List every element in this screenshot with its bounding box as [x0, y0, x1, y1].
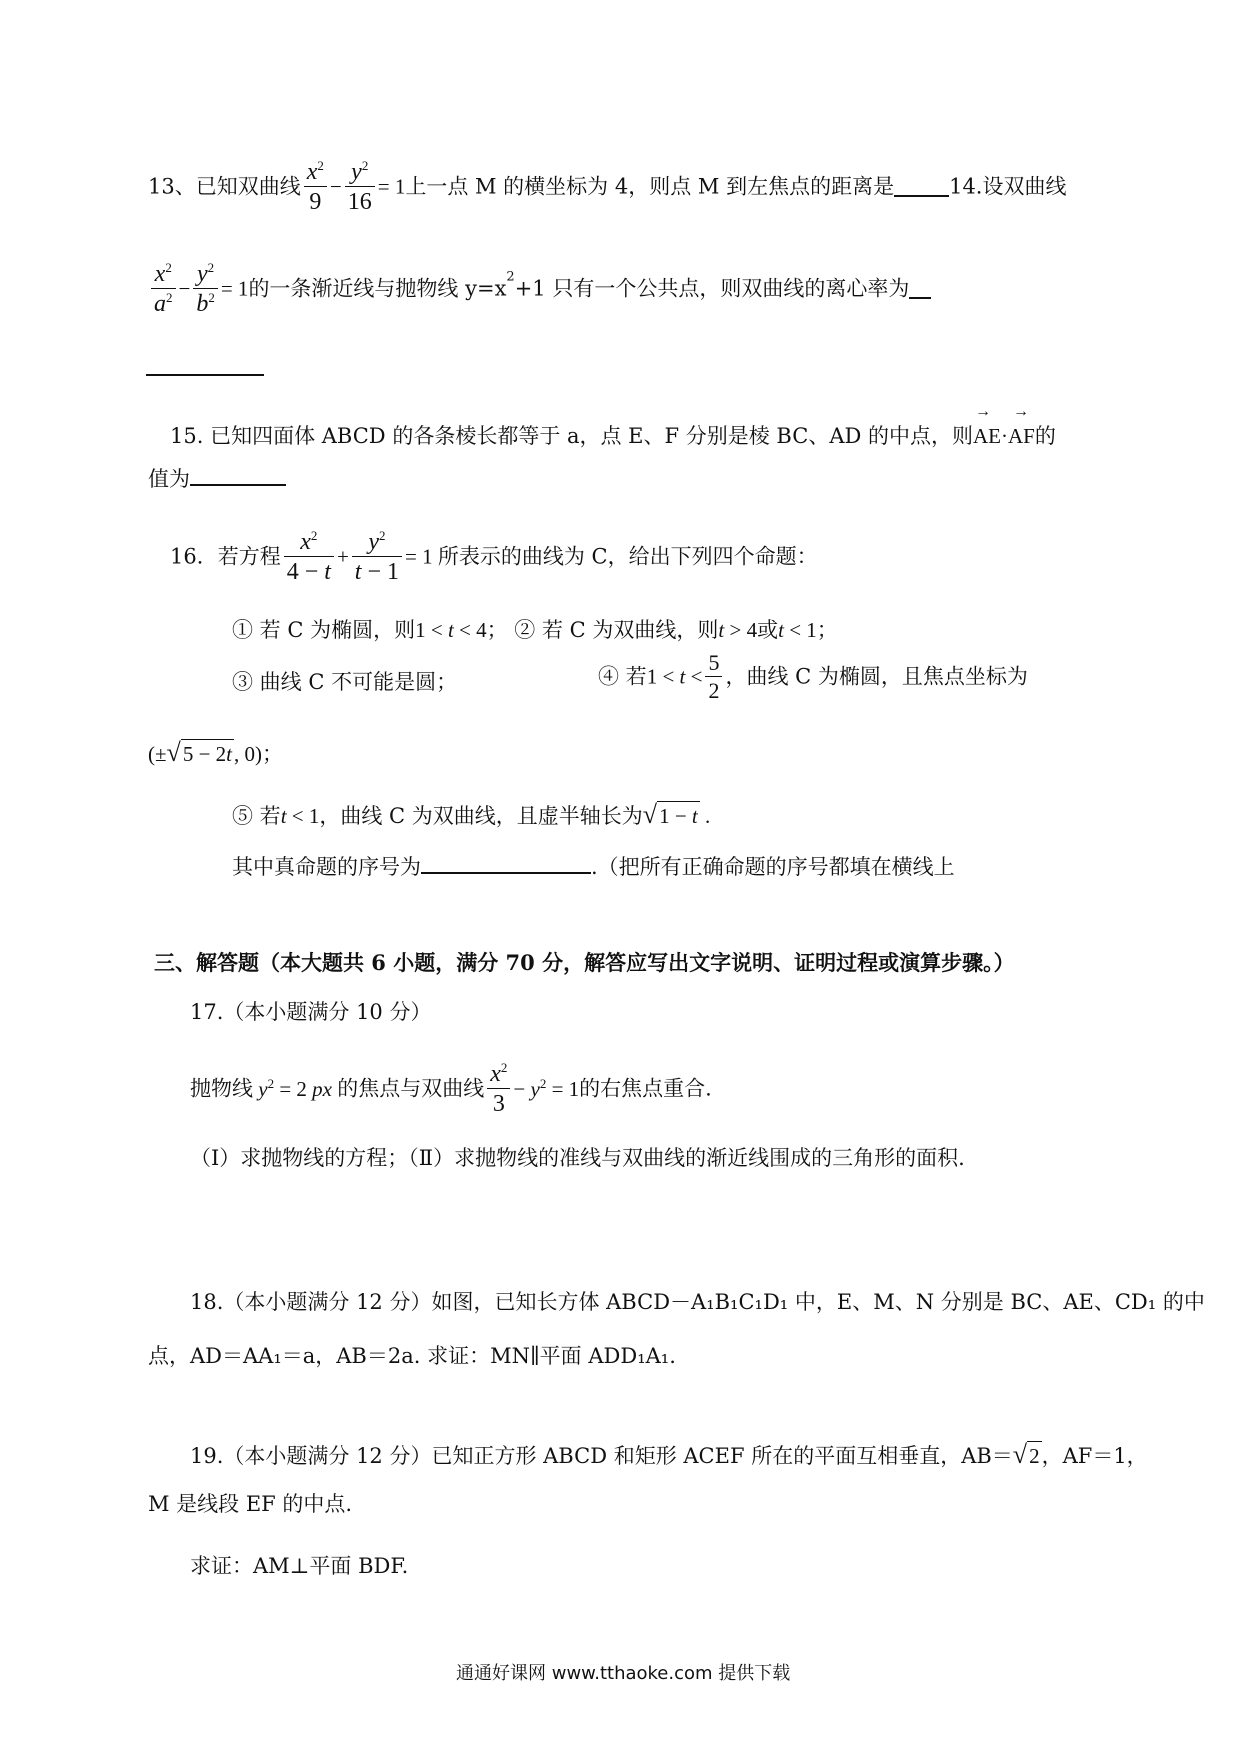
vector-arrow-icon: →→ [975, 403, 1052, 420]
q15-line2 [148, 466, 286, 490]
q16-answer-line: 其中真命题的序号为 .（把所有正确命题的序号都填在横线上 [232, 855, 955, 879]
q19-line1: 19.（本小题满分 12 分）已知正方形 ABCD 和矩形 ACEF 所在的平面互相垂直，AB＝√2，AF＝1， [190, 1440, 1148, 1469]
q16-prop4-cont: (±√5 − 2t, 0)； [148, 738, 283, 767]
q16-frac-y: $\frac{y^2}{t - 1}$ [352, 530, 402, 584]
q16-answer-blank[interactable] [421, 854, 591, 874]
sqrt-5-2t: √5 − 2t [166, 738, 232, 767]
q13-mid: 上一点 M 的横坐标为 4，则点 M 到左焦点的距离是 [405, 174, 895, 199]
q15-line1: 15. 已知四面体 ABCD 的各条棱长都等于 a，点 E、F 分别是棱 BC、AD 的中点，则 →→ AE·AF的 [170, 403, 1056, 448]
q17-line1: 抛物线 $y^2 = 2$ px 的焦点与双曲线 $\frac{x^2}{3}$ − $y^2 = 1$的右焦点重合. [190, 1060, 712, 1117]
q16-prop3: ③ 曲线 C 不可能是圆； [232, 670, 458, 694]
q16-suffix: 所表示的曲线为 C，给出下列四个命题： [437, 544, 818, 569]
q17-head: 17.（本小题满分 10 分） [190, 1000, 432, 1024]
page-footer: 通通好课网 www.tthaoke.com 提供下载 [456, 1663, 791, 1684]
q13-line: 13、已知双曲线 $\frac{x^2}{9}$ − $\frac{y^2}{16}$ = 1上一点 M 的横坐标为 4，则点 M 到左焦点的距离是 14.设双曲线 [148, 158, 1067, 215]
sqrt-1-t: √1 − t [642, 800, 698, 829]
q16-line: 16．若方程 $\frac{x^2}{4 - t}$ + $\frac{y^2}{t - 1}$ = 1 所表示的曲线为 C，给出下列四个命题： [170, 528, 818, 585]
q16-prefix: 16．若方程 [170, 544, 281, 569]
q14-answer-blank-b[interactable] [146, 374, 264, 376]
q16-frac-x: $\frac{x^2}{4 - t}$ [284, 530, 334, 584]
sqrt-2: √2 [1012, 1440, 1040, 1469]
q15-label2: 值为 [148, 467, 190, 491]
q19-line3: 求证：AM⊥平面 BDF. [190, 1554, 409, 1578]
q15-answer-blank[interactable] [190, 466, 286, 486]
q16-prop1: ① 若 C 为椭圆，则1 < t < 4； ② 若 C 为双曲线，则t > 4或t < 1； [232, 618, 838, 642]
q16-frac-5-2: $\frac{5}{2}$ [705, 652, 722, 702]
section3-heading: 三、解答题（本大题共 6 小题，满分 70 分，解答应写出文字说明、证明过程或演算步骤。） [154, 950, 1015, 975]
q16-prop4: ④ 若1 < t < $\frac{5}{2}$ ，曲线 C 为椭圆，且焦点坐标为 [598, 650, 1028, 703]
q15-text: 15. 已知四面体 ABCD 的各条棱长都等于 a，点 E、F 分别是棱 BC、AD 的中点，则 [170, 424, 974, 448]
q13-eq-rhs: = 1 [377, 174, 406, 199]
q13-frac-y: $\frac{y^2}{16}$ [345, 160, 375, 214]
q14-frac-y: $\frac{y^2}{b^2}$ [193, 262, 218, 316]
q14-frac-x: $\frac{x^2}{a^2}$ [151, 262, 176, 316]
q13-answer-blank[interactable] [894, 177, 949, 197]
q15-vector: →→ AE·AF [973, 403, 1052, 448]
q14-mid: 的一条渐近线与抛物线 y=x [248, 276, 507, 301]
q13-prefix: 13、已知双曲线 [148, 174, 301, 199]
q14-mid2: +1 只有一个公共点，则双曲线的离心率为 [514, 276, 910, 301]
q17-line2: （Ⅰ）求抛物线的方程；（Ⅱ）求抛物线的准线与双曲线的渐近线围成的三角形的面积. [190, 1146, 965, 1170]
q13-frac-x: $\frac{x^2}{9}$ [304, 160, 327, 214]
q16-prop5: ⑤ 若t < 1，曲线 C 为双曲线，且虚半轴长为√1 − t . [232, 800, 711, 829]
q14-label: 14.设双曲线 [949, 174, 1067, 199]
q17-frac: $\frac{x^2}{3}$ [487, 1062, 510, 1116]
q18-line2: 点，AD＝AA₁＝a，AB＝2a. 求证：MN∥平面 ADD₁A₁. [148, 1344, 676, 1368]
q18-line1: 18.（本小题满分 12 分）如图，已知长方体 ABCD－A₁B₁C₁D₁ 中，E、M、N 分别是 BC、AE、CD₁ 的中 [190, 1290, 1205, 1314]
q19-line2: M 是线段 EF 的中点. [148, 1492, 353, 1516]
q14-answer-blank-a[interactable] [909, 279, 931, 299]
q14-line: $\frac{x^2}{a^2}$ − $\frac{y^2}{b^2}$ = 1的一条渐近线与抛物线 $y=x^2+1$ 只有一个公共点，则双曲线的离心率为 [148, 262, 931, 316]
